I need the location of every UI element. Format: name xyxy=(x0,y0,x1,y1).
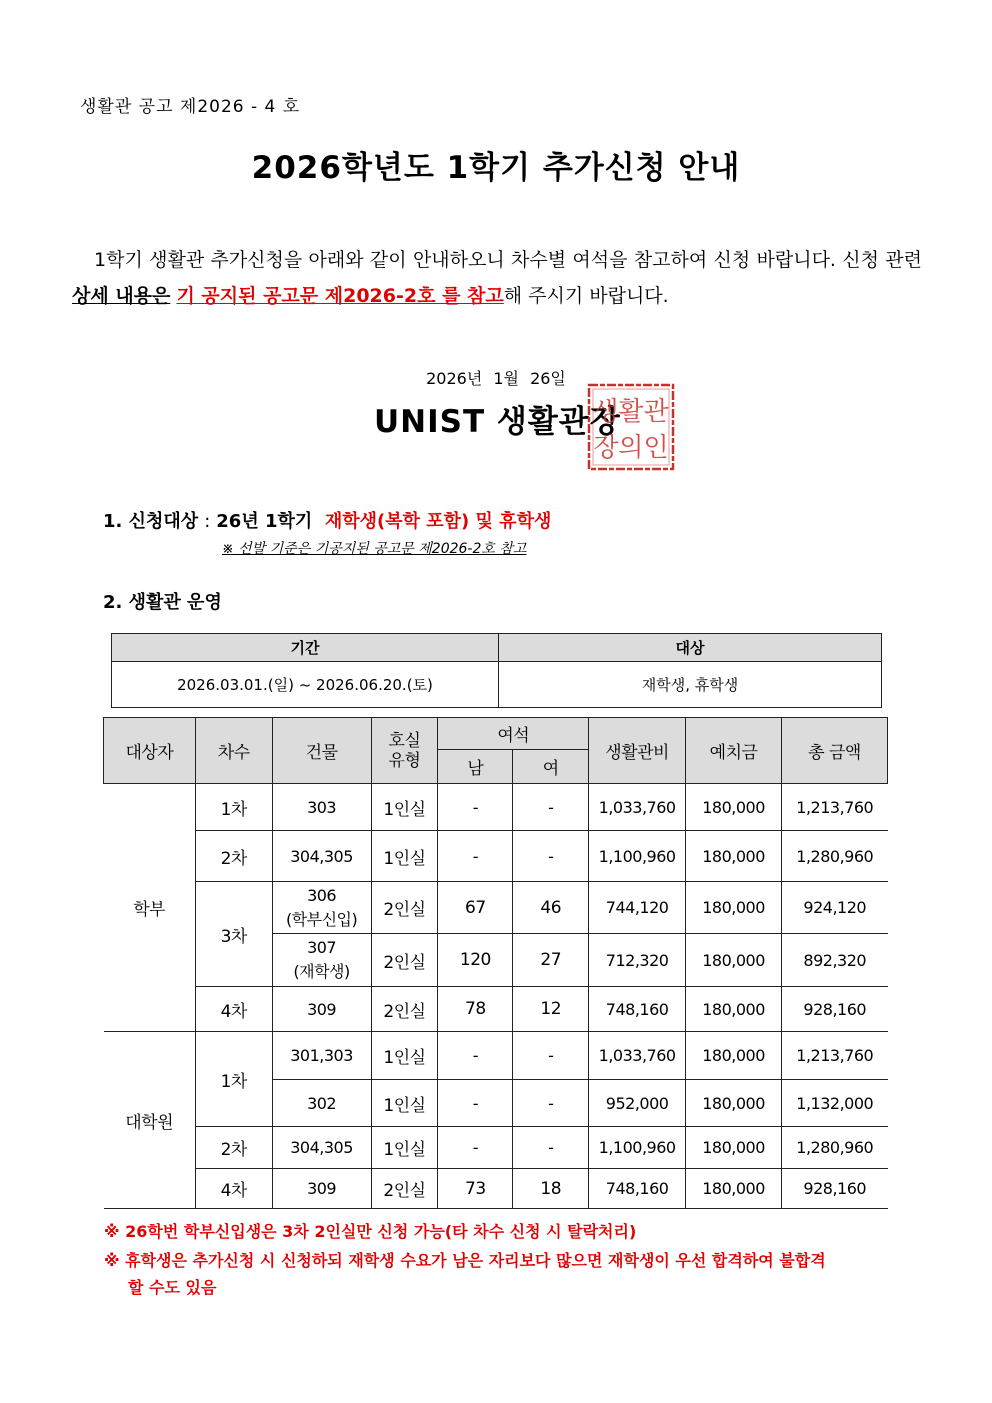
building-cell: 304,305 xyxy=(272,831,371,882)
intro-emphasis: 상세 내용은 xyxy=(72,285,171,307)
room-type-cell: 2인실 xyxy=(371,934,438,987)
round-cell: 1차 xyxy=(195,784,272,831)
building-cell: 309 xyxy=(272,1169,371,1209)
header-fee: 생활관비 xyxy=(589,718,686,784)
room-type-cell: 1인실 xyxy=(371,1127,438,1169)
header-target: 대상자 xyxy=(104,718,196,784)
female-cell: - xyxy=(513,1032,589,1080)
building-cell: 306 (학부신입) xyxy=(272,882,371,934)
room-type-cell: 1인실 xyxy=(371,784,438,831)
male-cell: - xyxy=(438,784,513,831)
round-cell: 1차 xyxy=(195,1032,272,1127)
footer-note-1: ※ 26학번 학부신입생은 3차 2인실만 신청 가능(타 차수 신청 시 탈락처리) xyxy=(104,1222,637,1241)
building-cell: 302 xyxy=(272,1080,371,1127)
notice-date: 2026년 1월 26일 xyxy=(426,369,566,388)
male-cell: 120 xyxy=(438,934,513,987)
building-cell: 309 xyxy=(272,987,371,1032)
female-cell: 12 xyxy=(513,987,589,1032)
eligible-value: 재학생, 휴학생 xyxy=(499,662,882,708)
deposit-cell: 180,000 xyxy=(686,882,782,934)
header-room-type: 호실 유형 xyxy=(371,718,438,784)
male-cell: 78 xyxy=(438,987,513,1032)
svg-text:장의인: 장의인 xyxy=(593,433,669,463)
female-cell: 18 xyxy=(513,1169,589,1209)
section-1-term: 26년 1학기 xyxy=(216,511,313,532)
round-cell: 2차 xyxy=(195,831,272,882)
header-eligible: 대상 xyxy=(499,634,882,662)
room-type-cell: 2인실 xyxy=(371,987,438,1032)
deposit-cell: 180,000 xyxy=(686,1080,782,1127)
table-row xyxy=(104,1169,888,1209)
svg-text:생활관: 생활관 xyxy=(593,397,669,427)
fee-cell: 1,100,960 xyxy=(589,831,686,882)
round-cell: 2차 xyxy=(195,1127,272,1169)
header-total: 총 금액 xyxy=(782,718,888,784)
intro-reference: 기 공지된 공고문 제2026-2호 를 참고 xyxy=(176,285,504,307)
period-table xyxy=(111,633,882,708)
footer-note-2-line-2: 할 수도 있음 xyxy=(128,1278,217,1297)
selection-criteria-note: ※ 선발 기준은 기공지된 공고문 제2026-2호 참고 xyxy=(222,541,527,557)
round-cell: 4차 xyxy=(195,987,272,1032)
room-type-cell: 2인실 xyxy=(371,1169,438,1209)
round-cell: 4차 xyxy=(195,1169,272,1209)
female-cell: 27 xyxy=(513,934,589,987)
header-male: 남 xyxy=(438,750,513,784)
fee-cell: 712,320 xyxy=(589,934,686,987)
room-type-cell: 2인실 xyxy=(371,882,438,934)
section-2-label: 2. 생활관 운영 xyxy=(103,592,222,613)
total-cell: 1,213,760 xyxy=(782,784,888,831)
fee-cell: 1,033,760 xyxy=(589,1032,686,1080)
male-cell: 73 xyxy=(438,1169,513,1209)
room-type-cell: 1인실 xyxy=(371,831,438,882)
header-period: 기간 xyxy=(112,634,499,662)
deposit-cell: 180,000 xyxy=(686,784,782,831)
building-cell: 307 (재학생) xyxy=(272,934,371,987)
table-row xyxy=(104,1032,888,1080)
deposit-cell: 180,000 xyxy=(686,1127,782,1169)
total-cell: 1,280,960 xyxy=(782,1127,888,1169)
room-type-cell: 1인실 xyxy=(371,1032,438,1080)
section-1-target-text: 재학생(복학 포함) 및 휴학생 xyxy=(324,511,552,532)
fee-cell: 1,033,760 xyxy=(589,784,686,831)
table-row xyxy=(104,1127,888,1169)
notice-number: 생활관 공고 제2026 - 4 호 xyxy=(80,97,301,117)
section-1-target: 1. 신청대상 : 26년 1학기 재학생(복학 포함) 및 휴학생 xyxy=(103,511,552,532)
deposit-cell: 180,000 xyxy=(686,934,782,987)
total-cell: 928,160 xyxy=(782,1169,888,1209)
header-deposit: 예치금 xyxy=(686,718,782,784)
footer-note-2-line-1: ※ 휴학생은 추가신청 시 신청하되 재학생 수요가 남은 자리보다 많으면 재학생이 우선 합격하여 불합격 xyxy=(104,1251,826,1270)
table-row xyxy=(104,784,888,831)
intro-paragraph xyxy=(72,242,922,314)
table-row xyxy=(104,882,888,934)
fee-cell: 748,160 xyxy=(589,1169,686,1209)
female-cell: - xyxy=(513,1080,589,1127)
female-cell: - xyxy=(513,784,589,831)
male-cell: - xyxy=(438,1080,513,1127)
group-undergrad: 학부 xyxy=(104,784,196,1032)
female-cell: - xyxy=(513,831,589,882)
male-cell: - xyxy=(438,1127,513,1169)
fee-cell: 952,000 xyxy=(589,1080,686,1127)
fee-cell: 1,100,960 xyxy=(589,1127,686,1169)
header-round: 차수 xyxy=(195,718,272,784)
building-cell: 303 xyxy=(272,784,371,831)
table-row xyxy=(104,831,888,882)
total-cell: 1,280,960 xyxy=(782,831,888,882)
deposit-cell: 180,000 xyxy=(686,1032,782,1080)
total-cell: 924,120 xyxy=(782,882,888,934)
female-cell: - xyxy=(513,1127,589,1169)
header-building: 건물 xyxy=(272,718,371,784)
male-cell: - xyxy=(438,1032,513,1080)
page-title: 2026학년도 1학기 추가신청 안내 xyxy=(251,150,741,186)
total-cell: 928,160 xyxy=(782,987,888,1032)
total-cell: 892,320 xyxy=(782,934,888,987)
fee-cell: 744,120 xyxy=(589,882,686,934)
room-type-cell: 1인실 xyxy=(371,1080,438,1127)
male-cell: - xyxy=(438,831,513,882)
deposit-cell: 180,000 xyxy=(686,987,782,1032)
header-female: 여 xyxy=(513,750,589,784)
round-cell: 3차 xyxy=(195,882,272,987)
signer-name: UNIST 생활관장 xyxy=(374,404,621,440)
female-cell: 46 xyxy=(513,882,589,934)
total-cell: 1,213,760 xyxy=(782,1032,888,1080)
intro-text-1: 1학기 생활관 추가신청을 아래와 같이 안내하오니 차수별 여석을 참고하여 신청 바랍니다. 신청 관련 xyxy=(94,249,922,271)
group-graduate: 대학원 xyxy=(104,1032,196,1209)
section-1-label: 1. 신청대상 xyxy=(103,511,199,532)
fee-table xyxy=(103,717,888,1209)
fee-cell: 748,160 xyxy=(589,987,686,1032)
period-value: 2026.03.01.(일) ~ 2026.06.20.(토) xyxy=(112,662,499,708)
building-cell: 301,303 xyxy=(272,1032,371,1080)
building-cell: 304,305 xyxy=(272,1127,371,1169)
official-seal xyxy=(586,382,676,472)
male-cell: 67 xyxy=(438,882,513,934)
footer-note-2 xyxy=(104,1247,894,1301)
header-vacancy: 여석 xyxy=(438,718,589,750)
table-row xyxy=(104,987,888,1032)
intro-text-2: 해 주시기 바랍니다. xyxy=(503,285,669,307)
deposit-cell: 180,000 xyxy=(686,1169,782,1209)
total-cell: 1,132,000 xyxy=(782,1080,888,1127)
deposit-cell: 180,000 xyxy=(686,831,782,882)
